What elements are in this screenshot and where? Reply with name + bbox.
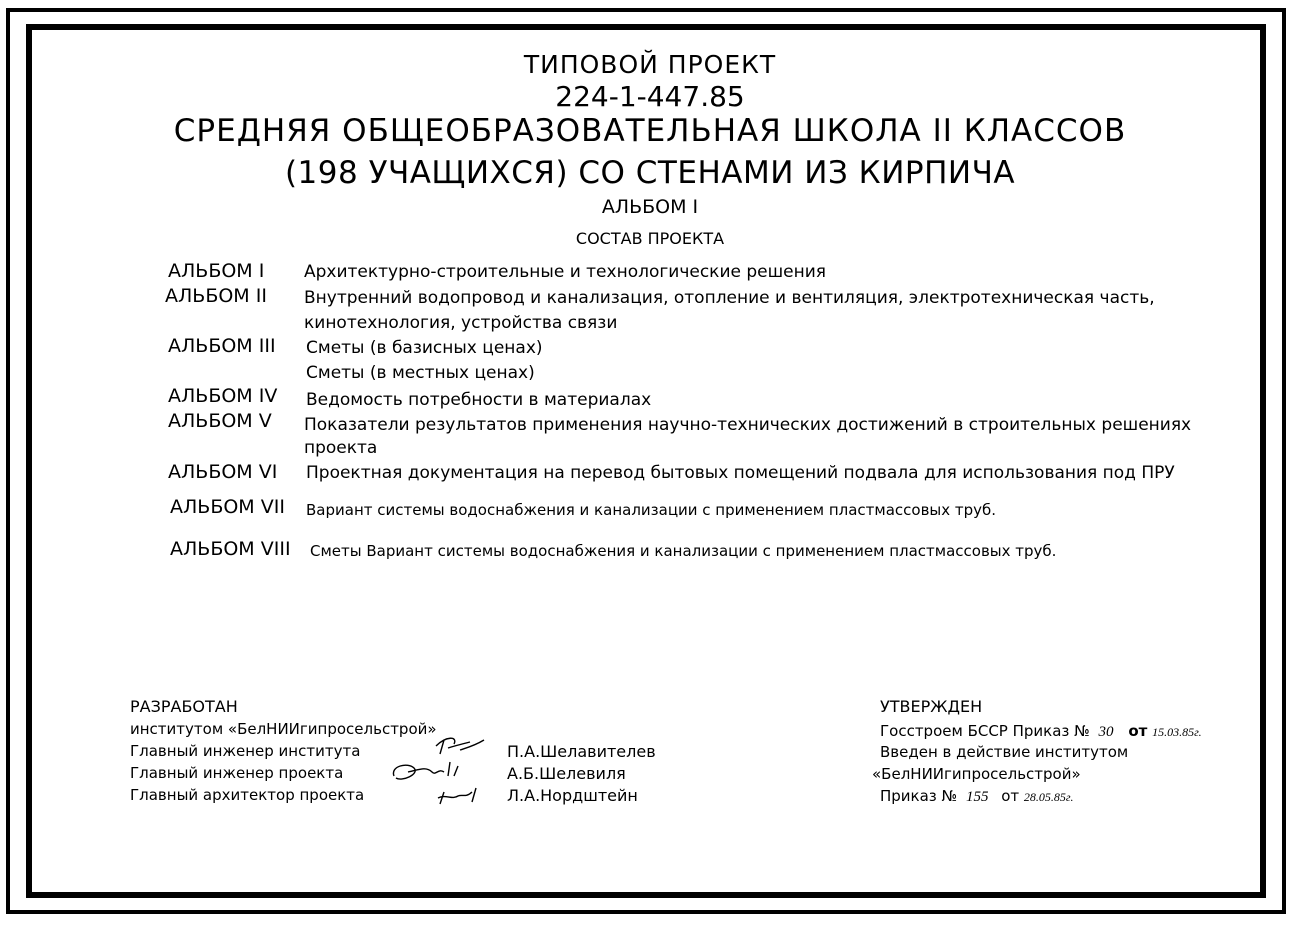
approval-order-line [880,720,1202,743]
album-description: Архитектурно-строительные и технологические решения [304,262,827,282]
project-number: 224-1-447.85 [555,80,745,113]
album-label: АЛЬБОМ V [168,410,272,432]
name-chief-architect: Л.А.Нордштейн [507,786,638,805]
album-label: АЛЬБОМ III [168,335,276,357]
name-chief-engineer-project: А.Б.Шелевиля [507,764,626,783]
album-label: АЛЬБОМ IV [168,385,278,407]
developer-institute: институтом «БелНИИгипросельстрой» [130,720,437,738]
composition-heading: СОСТАВ ПРОЕКТА [575,229,725,248]
role-chief-engineer-institute: Главный инженер института [130,742,361,760]
album-description: Вариант системы водоснабжения и канализации с применением пластмассовых труб. [306,501,997,519]
institute-order-line [880,785,1073,808]
album-label: АЛЬБОМ VIII [170,538,291,560]
approved-heading: УТВЕРЖДЕН [880,697,983,716]
album-label: АЛЬБОМ I [168,260,265,282]
name-chief-engineer-institute: П.А.Шелавителев [507,742,656,761]
developed-heading: РАЗРАБОТАН [130,697,238,716]
enacting-institute: «БелНИИгипросельстрой» [872,765,1081,783]
from-label: от [1128,722,1148,740]
project-title-line1: СРЕДНЯЯ ОБЩЕОБРАЗОВАТЕЛЬНАЯ ШКОЛА II КЛАССОВ [173,113,1127,149]
album-label: АЛЬБОМ VII [170,496,285,518]
album-description: Сметы Вариант системы водоснабжения и канализации с применением пластмассовых труб. [310,542,1057,560]
album-description: Проектная документация на перевод бытовых помещений подвала для использования под ПРУ [306,463,1175,483]
order-number: 30 [1098,724,1114,740]
role-chief-engineer-project: Главный инженер проекта [130,764,344,782]
album-label: АЛЬБОМ VI [168,461,278,483]
institute-order-label: Приказ № [880,787,958,805]
album-description: кинотехнология, устройства связи [304,313,618,333]
album-description: проекта [304,438,378,458]
institute-order-date: 28.05.85г. [1023,790,1074,804]
doc-type-heading: ТИПОВОЙ ПРОЕКТ [523,50,777,79]
institute-order-number: 155 [965,789,989,805]
album-number: АЛЬБОМ I [601,196,699,218]
role-chief-architect: Главный архитектор проекта [130,786,365,804]
order-date: 15.03.85г. [1152,725,1202,739]
album-description: Внутренний водопровод и канализация, отопление и вентиляция, электротехническая часть, [304,288,1155,308]
project-title-line2: (198 УЧАЩИХСЯ) СО СТЕНАМИ ИЗ КИРПИЧА [284,155,1016,191]
album-description: Ведомость потребности в материалах [306,390,652,410]
approval-authority: Госстроем БССР Приказ № [880,722,1090,740]
enactment-line: Введен в действие институтом [880,743,1129,761]
album-description: Сметы (в местных ценах) [306,363,535,383]
signature-image [388,732,508,810]
album-description: Сметы (в базисных ценах) [306,338,543,358]
album-label: АЛЬБОМ II [165,285,267,307]
from-label-2: от [1001,787,1020,805]
album-description: Показатели результатов применения научно-технических достижений в строительных решениях [304,415,1192,435]
